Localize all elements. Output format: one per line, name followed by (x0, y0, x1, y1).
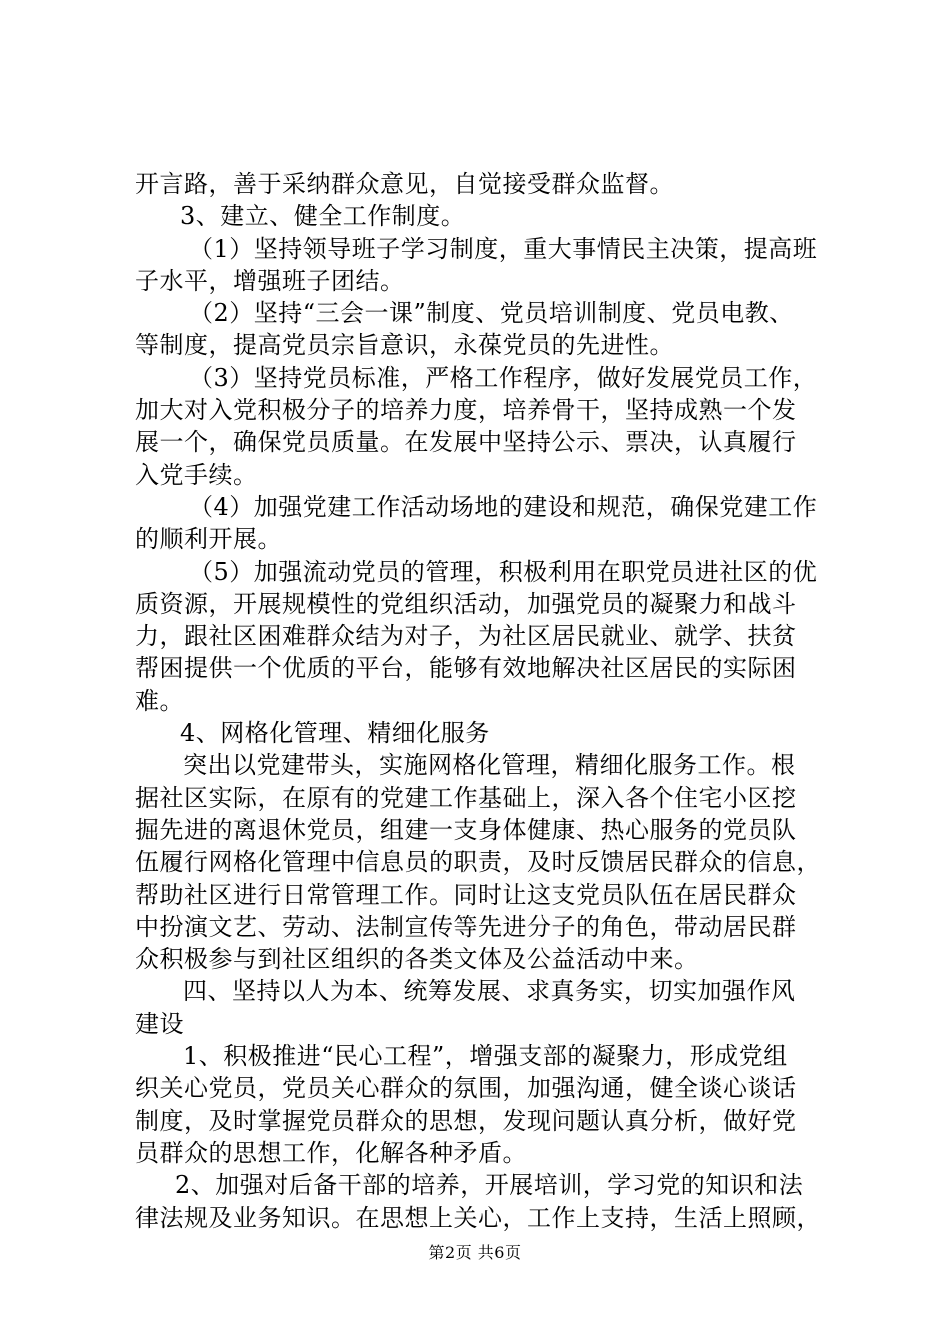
text-line: 1、积极推进“民心工程”，增强支部的凝聚力，形成党组 (183, 1042, 788, 1071)
text-line: 2、加强对后备干部的培养，开展培训，学习党的知识和法 (175, 1171, 804, 1200)
text-line: 员群众的思想工作，化解各种矛盾。 (135, 1138, 527, 1167)
text-line: 掘先进的离退休党员，组建一支身体健康、热心服务的党员队 (135, 815, 797, 844)
text-line: 帮助社区进行日常管理工作。同时让这支党员队伍在居民群众 (135, 880, 797, 909)
text-line: 建设 (135, 1009, 184, 1038)
text-line: 织关心党员，党员关心群众的氛围，加强沟通，健全谈心谈话 (135, 1074, 797, 1103)
section-heading: 4、网格化管理、精细化服务 (180, 719, 490, 748)
text-line: 质资源，开展规模性的党组织活动，加强党员的凝聚力和战斗 (135, 589, 797, 618)
text-line: 展一个，确保党员质量。在发展中坚持公示、票决，认真履行 (135, 428, 797, 457)
text-line: 突出以党建带头，实施网格化管理，精细化服务工作。根 (183, 751, 796, 780)
document-body (135, 168, 825, 1234)
text-line: 加大对入党积极分子的培养力度，培养骨干，坚持成熟一个发 (135, 396, 797, 425)
text-line: 的顺利开展。 (135, 525, 282, 554)
text-line: （1）坚持领导班子学习制度，重大事情民主决策，提高班 (189, 234, 818, 263)
text-line: 律法规及业务知识。在思想上关心，工作上支持，生活上照顾， (135, 1203, 821, 1232)
section-heading: 四、坚持以人为本、统筹发展、求真务实，切实加强作风 (183, 977, 796, 1006)
section-heading: 3、建立、健全工作制度。 (180, 202, 466, 231)
text-line: 众积极参与到社区组织的各类文体及公益活动中来。 (135, 945, 699, 974)
text-line: （4）加强党建工作活动场地的建设和规范，确保党建工作 (189, 492, 818, 521)
text-line: （3）坚持党员标准，严格工作程序，做好发展党员工作， (189, 363, 818, 392)
text-line: 开言路，善于采纳群众意见，自觉接受群众监督。 (135, 170, 674, 198)
text-line: （5）加强流动党员的管理，积极利用在职党员进社区的优 (189, 557, 818, 586)
text-line: 中扮演文艺、劳动、法制宣传等先进分子的角色，带动居民群 (135, 912, 797, 941)
text-line: 帮困提供一个优质的平台，能够有效地解决社区居民的实际困 (135, 654, 797, 683)
page-footer: 第2页 共6页 (428, 1243, 522, 1262)
text-line: 难。 (135, 686, 184, 715)
text-line: 子水平，增强班子团结。 (135, 266, 405, 295)
text-line: 制度，及时掌握党员群众的思想，发现问题认真分析，做好党 (135, 1106, 797, 1135)
text-line: 据社区实际，在原有的党建工作基础上，深入各个住宅小区挖 (135, 783, 797, 812)
text-line: 力，跟社区困难群众结为对子，为社区居民就业、就学、扶贫 (135, 622, 797, 651)
text-line: 伍履行网格化管理中信息员的职责，及时反馈居民群众的信息， (135, 848, 821, 877)
text-line: （2）坚持“三会一课”制度、党员培训制度、党员电教、 (189, 299, 794, 328)
text-line: 入党手续。 (135, 460, 258, 489)
text-line: 等制度，提高党员宗旨意识，永葆党员的先进性。 (135, 331, 674, 360)
